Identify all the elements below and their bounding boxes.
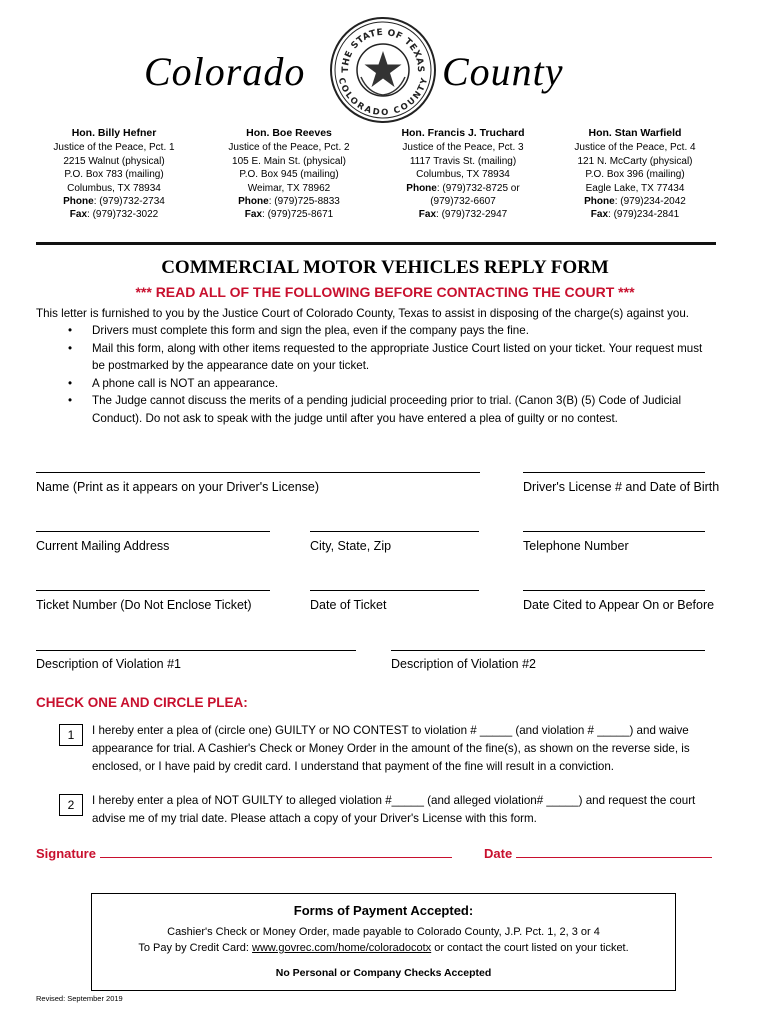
payment-line-1: Cashier's Check or Money Order, made payable to Colorado County, J.P. Pct. 1, 2, 3 or 4 [167,926,600,938]
judge-pct4 [550,127,720,222]
payment-box [91,893,676,991]
phone-label: Phone [238,196,269,208]
seal-top-text: THE STATE OF TEXAS [340,27,426,73]
judge-address-line: P.O. Box 396 (mailing) [585,169,685,181]
plea2-checkbox[interactable]: 2 [59,794,83,816]
payment-link[interactable]: www.govrec.com/home/coloradocotx [252,942,432,954]
instruction-list [68,322,718,427]
fax-value: : (979)234-2841 [608,209,680,221]
judge-phone [29,195,199,208]
judge-fax [550,208,720,221]
plea1-text: I hereby enter a plea of (circle one) GUILTY or NO CONTEST to violation # _____ (and violation # _____) and waive appearance for trial. A Cashier's Check or Money Order in the amount of the fine(s), as shown on the reverse side, is enclosed, or I have paid by credit card. I understand that payment of the fine will result in a conviction. [92,724,690,773]
signature-line[interactable] [100,847,452,858]
date-field[interactable] [484,846,712,861]
judge-address-line: P.O. Box 945 (mailing) [239,169,339,181]
date-cited-label: Date Cited to Appear On or Before [523,598,715,612]
violation1-field[interactable] [36,650,356,651]
judge-name: Hon. Francis J. Truchard [401,127,525,139]
plea2-text: I hereby enter a plea of NOT GUILTY to alleged violation #_____ (and alleged violation# _____) and request the court advise me of my trial date. Please attach a copy of your Driver's License with this form. [92,794,696,825]
judge-pct1 [29,127,199,222]
phone-label: Telephone Number [523,539,629,553]
license-label: Driver's License # and Date of Birth [523,480,720,494]
seal-bottom-text: COLORADO COUNTY [335,76,431,119]
judge-title: Justice of the Peace, Pct. 3 [402,142,524,154]
judge-address-line: Columbus, TX 78934 [416,169,510,181]
judge-fax [29,208,199,221]
license-field[interactable] [523,472,705,473]
plea1-checkbox[interactable]: 1 [59,724,83,746]
payment-note: No Personal or Company Checks Accepted [275,967,492,979]
ticket-date-label: Date of Ticket [310,598,387,612]
header-colorado: Colorado [144,49,306,94]
judge-title: Justice of the Peace, Pct. 4 [574,142,696,154]
fax-value: : (979)732-2947 [436,209,508,221]
svg-text:COLORADO COUNTY [336,76,431,118]
payment-line-2 [92,940,675,956]
phone-label: Phone [584,196,615,208]
phone-field[interactable] [523,531,705,532]
judge-address-line: P.O. Box 783 (mailing) [64,169,164,181]
judge-pct3 [378,127,548,222]
judge-phone [378,182,548,195]
payment-title: Forms of Payment Accepted: [293,903,474,918]
judge-address-line: 121 N. McCarty (physical) [577,155,693,167]
phone-value: : (979)234-2042 [614,196,686,208]
phone-label: Phone [63,196,94,208]
instruction-item: • A phone call is NOT an appearance. [68,375,718,393]
judge-phone [550,195,720,208]
city-label: City, State, Zip [310,539,392,553]
payment-line-2-prefix: To Pay by Credit Card: [138,942,253,954]
fax-label: Fax [418,209,437,221]
city-field[interactable] [310,531,479,532]
header-county: County [442,49,564,94]
judge-address-line: 2215 Walnut (physical) [63,155,165,167]
signature-label: Signature [36,846,96,861]
judge-address-line: Weimar, TX 78962 [247,182,331,194]
fax-value: : (979)732-3022 [87,209,159,221]
fax-value: : (979)725-8671 [262,209,334,221]
judge-phone [204,195,374,208]
judge-pct2 [204,127,374,222]
intro-text: This letter is furnished to you by the Justice Court of Colorado County, Texas to assist in disposing of the charge(s) against you. [36,307,690,320]
date-cited-field[interactable] [523,590,705,591]
date-line[interactable] [516,847,712,858]
form-title: COMMERCIAL MOTOR VEHICLES REPLY FORM [161,257,609,278]
fax-label: Fax [69,209,88,221]
ticket-number-field[interactable] [36,590,270,591]
judge-title: Justice of the Peace, Pct. 2 [228,142,350,154]
fax-label: Fax [590,209,609,221]
judge-name: Hon. Boe Reeves [246,127,332,139]
judge-fax [204,208,374,221]
judge-fax [378,208,548,221]
county-seal [328,15,438,125]
judge-title: Justice of the Peace, Pct. 1 [53,142,175,154]
address-field[interactable] [36,531,270,532]
revised-date: Revised: September 2019 [36,994,123,1003]
instruction-item: • Drivers must complete this form and sign the plea, even if the company pays the fine. [68,322,718,340]
address-label: Current Mailing Address [36,539,170,553]
phone-value: : (979)732-8725 or [436,182,520,194]
signature-field[interactable] [36,846,452,861]
name-field[interactable] [36,472,480,473]
payment-line-2-suffix: or contact the court listed on your ticket. [431,942,629,954]
instruction-item: • Mail this form, along with other items requested to the appropriate Justice Court listed on your ticket. Your request must be postmarked by the appearance date on your ticket. [68,340,718,375]
ticket-date-field[interactable] [310,590,479,591]
ticket-number-label: Ticket Number (Do Not Enclose Ticket) [36,598,252,612]
judge-phone-alt: (979)732-6607 [430,196,496,208]
phone-value: : (979)725-8833 [268,196,340,208]
phone-label: Phone [406,182,437,194]
fax-label: Fax [244,209,263,221]
check-heading: CHECK ONE AND CIRCLE PLEA: [36,695,248,710]
header-divider [36,242,716,245]
name-label: Name (Print as it appears on your Driver's License) [36,480,320,494]
violation1-label: Description of Violation #1 [36,657,181,671]
judge-name: Hon. Billy Hefner [71,127,157,139]
date-label: Date [484,846,513,861]
judge-address-line: Eagle Lake, TX 77434 [585,182,685,194]
judge-address-line: Columbus, TX 78934 [67,182,161,194]
form-warning: *** READ ALL OF THE FOLLOWING BEFORE CONTACTING THE COURT *** [135,284,635,300]
judge-name: Hon. Stan Warfield [588,127,682,139]
judge-address-line: 105 E. Main St. (physical) [232,155,346,167]
judge-address-line: 1117 Travis St. (mailing) [409,155,517,167]
phone-value: : (979)732-2734 [93,196,165,208]
violation2-label: Description of Violation #2 [391,657,536,671]
instruction-item: • The Judge cannot discuss the merits of a pending judicial proceeding prior to trial. (Canon 3(B) (5) Code of Judicial Conduct). Do not ask to speak with the judge until after you have entered a plea of guilty or no contest. [68,392,718,427]
violation2-field[interactable] [391,650,705,651]
